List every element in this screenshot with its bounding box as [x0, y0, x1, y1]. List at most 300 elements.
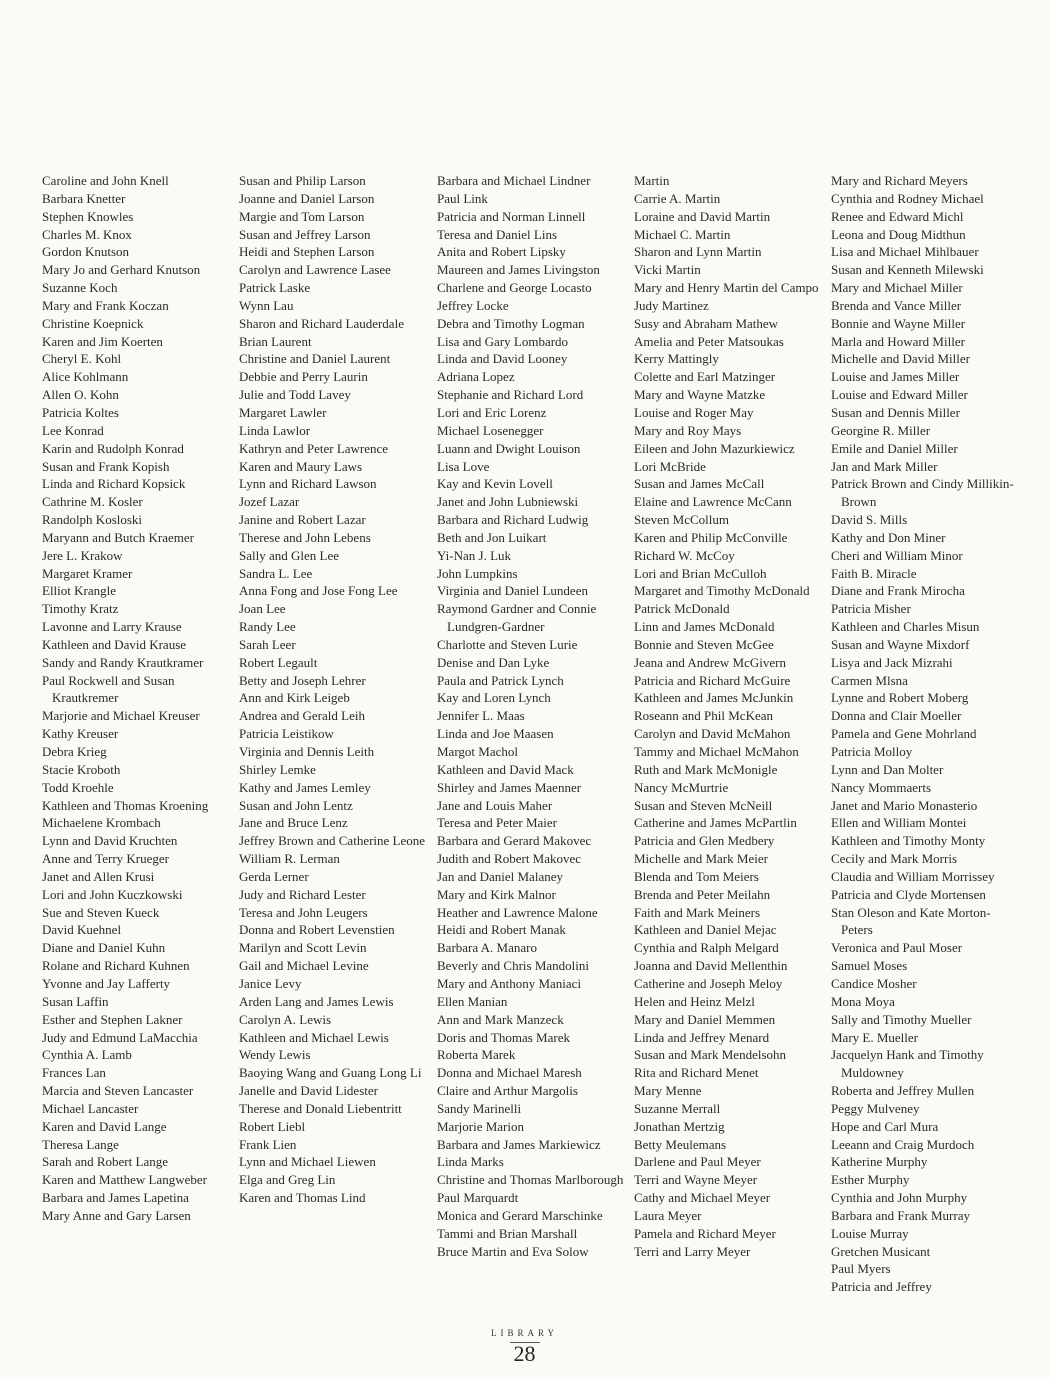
- donor-name: Suzanne Merrall: [634, 1100, 721, 1116]
- donor-name: Bonnie and Steven McGee: [634, 636, 774, 652]
- donor-name: Robert Liebl: [239, 1118, 306, 1134]
- donor-name: David Kuehnel: [42, 922, 122, 938]
- donor-name: Margaret and Timothy McDonald: [634, 583, 810, 599]
- donor-name: Elaine and Lawrence McCann: [634, 494, 792, 510]
- donor-name: Cynthia and Ralph Melgard: [634, 940, 779, 956]
- donor-name: Claire and Arthur Margolis: [437, 1083, 578, 1099]
- donor-name: Therese and John Lebens: [239, 529, 371, 545]
- donor-name: Jane and Bruce Lenz: [239, 815, 348, 831]
- donor-name: Laura Meyer: [634, 1207, 702, 1223]
- donor-name: Michael Lancaster: [42, 1100, 139, 1116]
- donor-name: Barbara and Michael Lindner: [437, 173, 591, 188]
- donor-name: Sandra L. Lee: [239, 565, 313, 581]
- donor-name: Maureen and James Livingston: [437, 262, 600, 278]
- donor-name: Susan and James McCall: [634, 476, 765, 492]
- donor-name: Shirley Lemke: [239, 761, 316, 777]
- donor-name: Allen O. Kohn: [42, 387, 119, 403]
- donor-name: Margaret Kramer: [42, 565, 133, 581]
- donor-name: Patricia Koltes: [42, 404, 119, 420]
- donor-name: Janelle and David Lidester: [239, 1083, 378, 1099]
- donor-name: Michelle and Mark Meier: [634, 851, 768, 867]
- donor-name: Stan Oleson and Kate Morton-Peters: [831, 904, 991, 938]
- donor-name: Mary and Henry Martin del Campo: [634, 280, 819, 296]
- donor-name: Christine and Daniel Laurent: [239, 351, 391, 367]
- page-number: 28: [513, 1341, 536, 1366]
- donor-column-4: [634, 172, 824, 1260]
- donor-name: Martin: [634, 173, 670, 188]
- donor-name: Judy and Richard Lester: [239, 886, 366, 902]
- donor-name: Karen and Maury Laws: [239, 458, 363, 474]
- donor-name: Jere L. Krakow: [42, 547, 123, 563]
- donor-name: Mary and Wayne Matzke: [634, 387, 766, 403]
- donor-name: Patricia and Jeffrey: [831, 1279, 932, 1295]
- donor-name: Gerda Lerner: [239, 868, 309, 884]
- donor-name: Frank Lien: [239, 1136, 297, 1152]
- donor-name: Jeana and Andrew McGivern: [634, 654, 786, 670]
- donor-name: Michael C. Martin: [634, 226, 731, 242]
- donor-name: Catherine and James McPartlin: [634, 815, 797, 831]
- donor-name: Kathy Kreuser: [42, 726, 119, 742]
- donor-name: Susan and Wayne Mixdorf: [831, 636, 970, 652]
- donor-name: Faith and Mark Meiners: [634, 904, 761, 920]
- donor-name: Terri and Larry Meyer: [634, 1243, 751, 1259]
- donor-name: Susan and Mark Mendelsohn: [634, 1047, 787, 1063]
- donor-name: Ellen and William Montei: [831, 815, 967, 831]
- donor-name: Patricia Leistikow: [239, 726, 334, 742]
- donor-name: Therese and Donald Liebentritt: [239, 1100, 402, 1116]
- donor-name: Nancy McMurtrie: [634, 779, 729, 795]
- donor-name: Jozef Lazar: [239, 494, 300, 510]
- donor-name: Mary Menne: [634, 1083, 702, 1099]
- donor-name: Patricia and Clyde Mortensen: [831, 886, 986, 902]
- donor-name: Leona and Doug Midthun: [831, 226, 966, 242]
- donor-name: Cecily and Mark Morris: [831, 851, 958, 867]
- donor-name: Mary and Kirk Malnor: [437, 886, 556, 902]
- donor-name: Doris and Thomas Marek: [437, 1029, 570, 1045]
- donor-name: Susan and Jeffrey Larson: [239, 226, 371, 242]
- donor-name: Stephanie and Richard Lord: [437, 387, 584, 403]
- donor-name: Karen and Philip McConville: [634, 529, 788, 545]
- donor-name: Patricia Misher: [831, 601, 911, 617]
- donor-column-1: [42, 172, 232, 1225]
- donor-name: Katherine Murphy: [831, 1154, 928, 1170]
- donor-name: Roberta and Jeffrey Mullen: [831, 1083, 975, 1099]
- donor-name: Janine and Robert Lazar: [239, 512, 366, 528]
- donor-name: Alice Kohlmann: [42, 369, 129, 385]
- donor-name: Lisa Love: [437, 458, 490, 474]
- donor-name: Georgine R. Miller: [831, 422, 931, 438]
- donor-name: Barbara and Frank Murray: [831, 1207, 970, 1223]
- donor-name: Lori McBride: [634, 458, 706, 474]
- donor-name: Cathy and Michael Meyer: [634, 1190, 771, 1206]
- donor-name: Carolyn A. Lewis: [239, 1011, 332, 1027]
- donor-name: Brian Laurent: [239, 333, 312, 349]
- donor-name: Joanne and Daniel Larson: [239, 190, 375, 206]
- donor-name: Jonathan Mertzig: [634, 1118, 725, 1134]
- donor-name: Carolyn and David McMahon: [634, 726, 791, 742]
- donor-name: Anna Fong and Jose Fong Lee: [239, 583, 398, 599]
- donor-name: Mary and Daniel Memmen: [634, 1011, 776, 1027]
- donor-name: Marjorie and Michael Kreuser: [42, 708, 200, 724]
- donor-name: Julie and Todd Lavey: [239, 387, 351, 403]
- donor-name: Brenda and Peter Meilahn: [634, 886, 771, 902]
- donor-name: Kathleen and Michael Lewis: [239, 1029, 389, 1045]
- donor-name: Lynn and Michael Liewen: [239, 1154, 376, 1170]
- donor-name: Baoying Wang and Guang Long Li: [239, 1065, 422, 1081]
- donor-name: Mona Moya: [831, 993, 895, 1009]
- donor-column-5: [831, 172, 1021, 1296]
- donor-name: Kathleen and Timothy Monty: [831, 833, 986, 849]
- donor-name: Arden Lang and James Lewis: [239, 993, 394, 1009]
- donor-name: Leeann and Craig Murdoch: [831, 1136, 975, 1152]
- donor-name: Lynn and David Kruchten: [42, 833, 178, 849]
- donor-name: Judy and Edmund LaMacchia: [42, 1029, 198, 1045]
- donor-name: Wendy Lewis: [239, 1047, 311, 1063]
- donor-name: Margaret Lawler: [239, 404, 327, 420]
- donor-name: Kathleen and James McJunkin: [634, 690, 794, 706]
- donor-name: Jan and Mark Miller: [831, 458, 938, 474]
- donor-name: Paul Myers: [831, 1261, 891, 1277]
- donor-name: Gretchen Musicant: [831, 1243, 931, 1259]
- donor-name: Colette and Earl Matzinger: [634, 369, 776, 385]
- donor-name: Margie and Tom Larson: [239, 208, 365, 224]
- donor-name: Anne and Terry Krueger: [42, 851, 169, 867]
- donor-name: Kay and Kevin Lovell: [437, 476, 553, 492]
- donor-name: Cheryl E. Kohl: [42, 351, 122, 367]
- donor-name: Louise and James Miller: [831, 369, 960, 385]
- donor-name: Barbara and James Markiewicz: [437, 1136, 601, 1152]
- donor-name: Kathleen and Charles Misun: [831, 619, 980, 635]
- donor-name: Cheri and William Minor: [831, 547, 963, 563]
- donor-name: Esther and Stephen Lakner: [42, 1011, 183, 1027]
- donor-name: Bruce Martin and Eva Solow: [437, 1243, 589, 1259]
- donor-name: David S. Mills: [831, 512, 908, 528]
- donor-name: Helen and Heinz Melzl: [634, 993, 755, 1009]
- donor-name: Renee and Edward Michl: [831, 208, 964, 224]
- donor-name: Anita and Robert Lipsky: [437, 244, 566, 260]
- donor-name: Sandy Marinelli: [437, 1100, 522, 1116]
- donor-name: Elga and Greg Lin: [239, 1172, 336, 1188]
- donor-name: Hope and Carl Mura: [831, 1118, 939, 1134]
- donor-name: Debra and Timothy Logman: [437, 315, 585, 331]
- donor-name: Heather and Lawrence Malone: [437, 904, 598, 920]
- donor-name: Caroline and John Knell: [42, 173, 169, 188]
- donor-name: Lynn and Dan Molter: [831, 761, 944, 777]
- donor-name: Teresa and John Leugers: [239, 904, 368, 920]
- donor-name: Randy Lee: [239, 619, 296, 635]
- donor-name: Patricia and Norman Linnell: [437, 208, 586, 224]
- donor-name: Timothy Kratz: [42, 601, 119, 617]
- donor-name: Sharon and Richard Lauderdale: [239, 315, 404, 331]
- donor-name: Lori and Brian McCulloh: [634, 565, 767, 581]
- donor-name: Randolph Kosloski: [42, 512, 143, 528]
- donor-name: Gordon Knutson: [42, 244, 130, 260]
- donor-name: Louise and Roger May: [634, 404, 754, 420]
- donor-name: Patrick McDonald: [634, 601, 730, 617]
- donor-name: Lee Konrad: [42, 422, 104, 438]
- donor-column-2: [239, 172, 429, 1207]
- donor-name: Joanna and David Mellenthin: [634, 958, 788, 974]
- donor-name: Rolane and Richard Kuhnen: [42, 958, 190, 974]
- donor-name: Kathy and Don Miner: [831, 529, 946, 545]
- donor-name: Suzanne Koch: [42, 280, 118, 296]
- donor-name: Susan and Philip Larson: [239, 173, 366, 188]
- donor-name: Sally and Timothy Mueller: [831, 1011, 972, 1027]
- donor-name: Donna and Michael Maresh: [437, 1065, 582, 1081]
- donor-name: Linn and James McDonald: [634, 619, 775, 635]
- donor-name: William R. Lerman: [239, 851, 340, 867]
- donor-name: Heidi and Stephen Larson: [239, 244, 375, 260]
- donor-name: Catherine and Joseph Meloy: [634, 975, 783, 991]
- donor-name: Denise and Dan Lyke: [437, 654, 550, 670]
- donor-name: Ruth and Mark McMonigle: [634, 761, 778, 777]
- donor-name: Cynthia and John Murphy: [831, 1190, 968, 1206]
- donor-name: Margot Machol: [437, 744, 518, 759]
- donor-name: Ann and Kirk Leigeb: [239, 690, 350, 706]
- donor-name: Jacquelyn Hank and Timothy Muldowney: [831, 1047, 984, 1081]
- donor-name: Karen and Jim Koerten: [42, 333, 163, 349]
- donor-name: Carolyn and Lawrence Lasee: [239, 262, 391, 278]
- donor-name: Stacie Kroboth: [42, 761, 121, 777]
- donor-name: Elliot Krangle: [42, 583, 117, 599]
- donor-name: Susan and Steven McNeill: [634, 797, 773, 813]
- donor-name: Cynthia and Rodney Michael: [831, 190, 984, 206]
- donor-name: Theresa Lange: [42, 1136, 119, 1152]
- donor-name: Sarah and Robert Lange: [42, 1154, 168, 1170]
- donor-name: Virginia and Daniel Lundeen: [437, 583, 588, 599]
- donor-name: Charlotte and Steven Lurie: [437, 636, 578, 652]
- donor-name: Pamela and Richard Meyer: [634, 1225, 776, 1241]
- donor-name: Roberta Marek: [437, 1047, 516, 1063]
- donor-name: Louise and Edward Miller: [831, 387, 968, 403]
- donor-name: Andrea and Gerald Leih: [239, 708, 365, 724]
- donor-name: Michelle and David Miller: [831, 351, 970, 367]
- donor-name: Karen and Thomas Lind: [239, 1190, 366, 1206]
- donor-name: Lavonne and Larry Krause: [42, 619, 182, 635]
- donor-name: Mary and Frank Koczan: [42, 297, 169, 313]
- donor-name: Kathleen and David Mack: [437, 761, 574, 777]
- donor-name: Monica and Gerard Marschinke: [437, 1207, 603, 1223]
- donor-name: Kerry Mattingly: [634, 351, 719, 367]
- donor-name: Lisa and Michael Mihlbauer: [831, 244, 979, 260]
- donor-name: Lynne and Robert Moberg: [831, 690, 969, 706]
- donor-name: Steven McCollum: [634, 512, 729, 528]
- donor-name: Amelia and Peter Matsoukas: [634, 333, 784, 349]
- donor-name: Cathrine M. Kosler: [42, 494, 143, 510]
- donor-name: Paul Marquardt: [437, 1190, 519, 1206]
- donor-name: Teresa and Daniel Lins: [437, 226, 558, 242]
- donor-name: Cynthia A. Lamb: [42, 1047, 132, 1063]
- donor-name: Ann and Mark Manzeck: [437, 1011, 564, 1027]
- donor-name: Rita and Richard Menet: [634, 1065, 759, 1081]
- donor-name: Blenda and Tom Meiers: [634, 868, 759, 884]
- donor-name: Shirley and James Maenner: [437, 779, 582, 795]
- donor-name: Lori and Eric Lorenz: [437, 404, 547, 420]
- donor-name: Emile and Daniel Miller: [831, 440, 958, 456]
- donor-name: Loraine and David Martin: [634, 208, 771, 224]
- donor-name: Patricia Molloy: [831, 744, 913, 759]
- donor-name: Lynn and Richard Lawson: [239, 476, 377, 492]
- donor-name: Linda Lawlor: [239, 422, 311, 438]
- donor-name: Linda and Richard Kopsick: [42, 476, 186, 492]
- page-footer: [0, 1328, 1049, 1365]
- donor-name: Kathleen and Daniel Mejac: [634, 922, 777, 938]
- donor-name: Diane and Frank Mirocha: [831, 583, 965, 599]
- donor-name: Carrie A. Martin: [634, 190, 721, 206]
- donor-name: Todd Kroehle: [42, 779, 114, 795]
- donor-name: Teresa and Peter Maier: [437, 815, 558, 831]
- donor-name: Michael Losenegger: [437, 422, 544, 438]
- donor-name: Barbara and James Lapetina: [42, 1190, 189, 1206]
- donor-name: Jeffrey Brown and Catherine Leone: [239, 833, 426, 849]
- donor-name: Barbara Knetter: [42, 190, 126, 206]
- donor-name: Michaelene Krombach: [42, 815, 161, 831]
- donor-name: Kathryn and Peter Lawrence: [239, 440, 389, 456]
- donor-name: Karen and David Lange: [42, 1118, 167, 1134]
- donor-name: Debra Krieg: [42, 744, 107, 759]
- donor-name: Marilyn and Scott Levin: [239, 940, 367, 956]
- donor-name: Susan and John Lentz: [239, 797, 353, 813]
- donor-name: Marcia and Steven Lancaster: [42, 1083, 194, 1099]
- donor-name: Karen and Matthew Langweber: [42, 1172, 207, 1188]
- donor-name: Yi-Nan J. Luk: [437, 547, 512, 563]
- donor-name: Marjorie Marion: [437, 1118, 525, 1134]
- donor-name: Janet and Mario Monasterio: [831, 797, 978, 813]
- donor-name: Judy Martinez: [634, 297, 709, 313]
- donor-name: Jeffrey Locke: [437, 297, 509, 313]
- donor-name: Linda and Jeffrey Menard: [634, 1029, 770, 1045]
- donor-name: Linda and David Looney: [437, 351, 568, 367]
- donor-name: Paul Link: [437, 190, 488, 206]
- donor-name: Stephen Knowles: [42, 208, 134, 224]
- donor-name: Mary Anne and Gary Larsen: [42, 1207, 191, 1223]
- donor-name: Eileen and John Mazurkiewicz: [634, 440, 795, 456]
- donor-name: Bonnie and Wayne Miller: [831, 315, 966, 331]
- donor-name: Paula and Patrick Lynch: [437, 672, 564, 688]
- donor-name: Sarah Leer: [239, 636, 296, 652]
- donor-name: Adriana Lopez: [437, 369, 515, 385]
- donor-name: Sandy and Randy Krautkramer: [42, 654, 204, 670]
- donor-name: Judith and Robert Makovec: [437, 851, 582, 867]
- donor-name: Jane and Louis Maher: [437, 797, 553, 813]
- donor-name: Mary Jo and Gerhard Knutson: [42, 262, 201, 278]
- donor-name: Barbara and Richard Ludwig: [437, 512, 589, 528]
- donor-name: Wynn Lau: [239, 297, 294, 313]
- donor-name: Patrick Brown and Cindy Millikin-Brown: [831, 476, 1014, 510]
- donor-name: Candice Mosher: [831, 975, 917, 991]
- donor-name: Lori and John Kuczkowski: [42, 886, 183, 902]
- donor-name: Robert Legault: [239, 654, 318, 670]
- donor-name: Luann and Dwight Louison: [437, 440, 581, 456]
- donor-column-3: [437, 172, 627, 1260]
- donor-name: Samuel Moses: [831, 958, 908, 974]
- donor-name: Mary and Anthony Maniaci: [437, 975, 582, 991]
- donor-name: Mary E. Mueller: [831, 1029, 919, 1045]
- donor-name: Maryann and Butch Kraemer: [42, 529, 194, 545]
- donor-name: Charlene and George Locasto: [437, 280, 592, 296]
- donor-name: Frances Lan: [42, 1065, 106, 1081]
- donor-name: Charles M. Knox: [42, 226, 132, 242]
- donor-name: Sue and Steven Kueck: [42, 904, 160, 920]
- donor-name: Kathleen and Thomas Kroening: [42, 797, 209, 813]
- donor-name: Vicki Martin: [634, 262, 701, 278]
- donor-name: Virginia and Dennis Leith: [239, 744, 375, 759]
- donor-name: Jennifer L. Maas: [437, 708, 525, 724]
- donor-name: Janet and Allen Krusi: [42, 868, 155, 884]
- donor-name: Peggy Mulveney: [831, 1100, 920, 1116]
- donor-name: Susan and Dennis Miller: [831, 404, 960, 420]
- donor-name: Barbara A. Manaro: [437, 940, 537, 956]
- donor-name: Mary and Roy Mays: [634, 422, 742, 438]
- donor-name: Janet and John Lubniewski: [437, 494, 579, 510]
- section-title: LIBRARY: [490, 1328, 558, 1338]
- donor-name: Nancy Mommaerts: [831, 779, 932, 795]
- donor-name: Beverly and Chris Mandolini: [437, 958, 590, 974]
- donor-name: Pamela and Gene Mohrland: [831, 726, 977, 742]
- donor-name: Patricia and Richard McGuire: [634, 672, 791, 688]
- donor-name: Heidi and Robert Manak: [437, 922, 566, 938]
- donor-name: Betty and Joseph Lehrer: [239, 672, 366, 688]
- donor-name: Susy and Abraham Mathew: [634, 315, 779, 331]
- donor-name: Jan and Daniel Malaney: [437, 868, 563, 884]
- donor-name: Debbie and Perry Laurin: [239, 369, 368, 385]
- donor-name: Joan Lee: [239, 601, 286, 617]
- donor-name: Darlene and Paul Meyer: [634, 1154, 761, 1170]
- donor-name: Tammy and Michael McMahon: [634, 744, 799, 759]
- donor-name: Marla and Howard Miller: [831, 333, 965, 349]
- donor-name: Susan and Kenneth Milewski: [831, 262, 984, 278]
- donor-name: Ellen Manian: [437, 993, 508, 1009]
- donor-name: Claudia and William Morrissey: [831, 868, 995, 884]
- donor-name: Yvonne and Jay Lafferty: [42, 975, 171, 991]
- donor-name: Linda Marks: [437, 1154, 504, 1170]
- donor-name: Richard W. McCoy: [634, 547, 735, 563]
- donor-name: Brenda and Vance Miller: [831, 297, 962, 313]
- donor-name: Beth and Jon Luikart: [437, 529, 547, 545]
- donor-name: Mary and Michael Miller: [831, 280, 963, 296]
- donor-name: Susan Laffin: [42, 993, 109, 1009]
- donor-name: Diane and Daniel Kuhn: [42, 940, 166, 956]
- donor-name: Barbara and Gerard Makovec: [437, 833, 592, 849]
- donor-name: John Lumpkins: [437, 565, 518, 581]
- donor-name: Carmen Mlsna: [831, 672, 908, 688]
- donor-name: Esther Murphy: [831, 1172, 910, 1188]
- donor-name: Mary and Richard Meyers: [831, 173, 968, 188]
- donor-name: Patrick Laske: [239, 280, 311, 296]
- donor-name: Lisa and Gary Lombardo: [437, 333, 569, 349]
- donor-name: Roseann and Phil McKean: [634, 708, 774, 724]
- donor-name: Karin and Rudolph Konrad: [42, 440, 184, 456]
- donor-name: Janice Levy: [239, 975, 302, 991]
- donor-name: Donna and Clair Moeller: [831, 708, 962, 724]
- donor-name: Paul Rockwell and Susan Krautkremer: [42, 672, 175, 706]
- donor-name: Susan and Frank Kopish: [42, 458, 170, 474]
- donor-name: Raymond Gardner and Connie Lundgren-Gardner: [437, 601, 597, 635]
- donor-name: Gail and Michael Levine: [239, 958, 369, 974]
- donor-name: Christine Koepnick: [42, 315, 144, 331]
- donor-name: Louise Murray: [831, 1225, 909, 1241]
- donor-name: Christine and Thomas Marlborough: [437, 1172, 624, 1188]
- donor-name: Patricia and Glen Medbery: [634, 833, 775, 849]
- donor-name: Faith B. Miracle: [831, 565, 917, 581]
- donor-name: Lisya and Jack Mizrahi: [831, 654, 953, 670]
- donor-name: Donna and Robert Levenstien: [239, 922, 395, 938]
- donor-name: Kay and Loren Lynch: [437, 690, 551, 706]
- donor-name: Veronica and Paul Moser: [831, 940, 963, 956]
- donor-name: Kathy and James Lemley: [239, 779, 371, 795]
- donor-name: Tammi and Brian Marshall: [437, 1225, 578, 1241]
- donor-name: Linda and Joe Maasen: [437, 726, 554, 742]
